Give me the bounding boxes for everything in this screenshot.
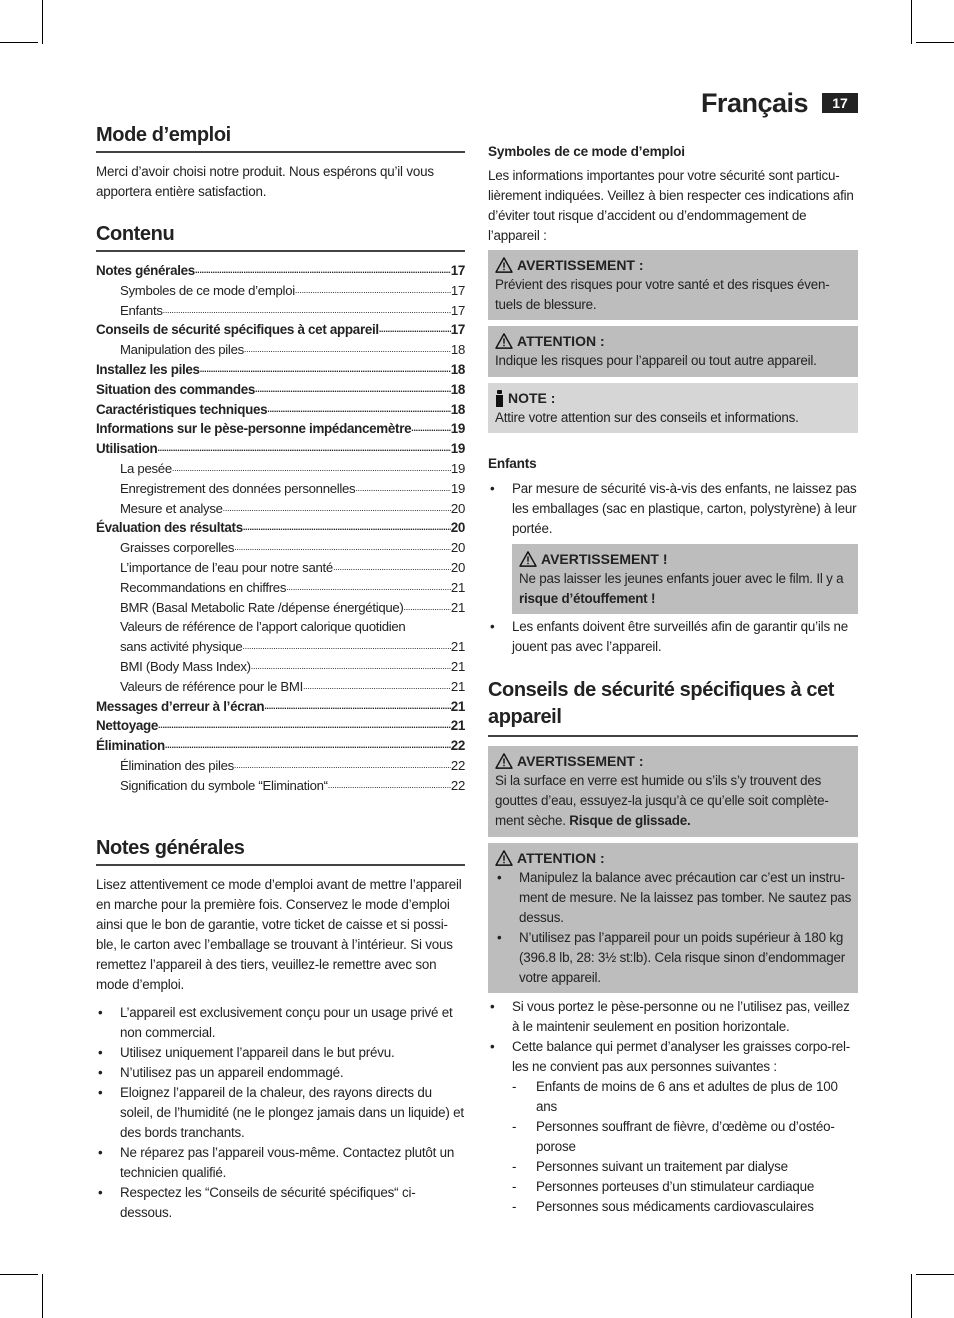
crop-mark bbox=[911, 1274, 912, 1318]
section-title-mode-emploi: Mode d’emploi bbox=[96, 124, 465, 153]
warning-triangle-icon bbox=[495, 753, 513, 769]
toc-entry: Messages d’erreur à l’écran ..... 21 bbox=[96, 697, 465, 717]
toc-entry: Notes générales ..... 17 bbox=[96, 261, 465, 281]
toc-entry: Nettoyage ..... 21 bbox=[96, 716, 465, 736]
conseils-attention-box bbox=[488, 843, 858, 993]
toc-entry: BMR (Basal Metabolic Rate /dépense énergétique) ..... 21 bbox=[120, 598, 465, 618]
note-text: Attire votre attention sur des conseils et informations. bbox=[495, 410, 799, 425]
enfants-bullet-list bbox=[488, 479, 858, 539]
toc-entry: L’importance de l’eau pour notre santé ..... 20 bbox=[120, 558, 465, 578]
toc-entry: Mesure et analyse ..... 20 bbox=[120, 499, 465, 519]
list-item: • Cette balance qui permet d’analyser les graisses corpo-rel-les ne convient pas aux personnes suivantes : - Enfants de moins de 6 ans et adultes de plus de 100 ans - Personnes souffrant de fièvre, d’œdème ou d’ostéo-porose - Personnes suivant un traitement par dialyse - Personnes porteuses d’un stimulateur cardiaque - Personnes sous médicaments cardiovasculaires bbox=[488, 1037, 858, 1217]
crop-mark bbox=[916, 42, 954, 43]
toc-entry: Symboles de ce mode d’emploi ..... 17 bbox=[120, 281, 465, 301]
toc-entry: sans activité physique ..... 21 bbox=[120, 637, 465, 657]
list-item: • Si vous portez le pèse-personne ou ne l’utilisez pas, veillez à le maintenir seulement en position horizontale. bbox=[488, 997, 858, 1037]
warning-text: Prévient des risques pour votre santé et des risques éven-tuels de blessure. bbox=[495, 277, 830, 312]
subheading-symboles: Symboles de ce mode d’emploi bbox=[488, 144, 685, 159]
toc-entry: Caractéristiques techniques ..... 18 bbox=[96, 400, 465, 420]
toc-entry: Conseils de sécurité spécifiques à cet appareil ..... 17 bbox=[96, 320, 465, 340]
toc-entry: Valeurs de référence pour le BMI ..... 21 bbox=[120, 677, 465, 697]
section-title-conseils: Conseils de sécurité spécifiques à cet appareil bbox=[488, 677, 858, 737]
enfants-warning-box bbox=[512, 544, 858, 614]
toc-entry: Recommandations en chiffres ..... 21 bbox=[120, 578, 465, 598]
toc-entry: Utilisation ..... 19 bbox=[96, 439, 465, 459]
symboles-paragraph: Les informations importantes pour votre sécurité sont particu-lièrement indiquées. Veillez à bien respecter ces indications afin d’éviter tout risque d’accident ou d’endommagement de l’appareil : bbox=[488, 168, 854, 243]
toc-entry: Enregistrement des données personnelles ..... 19 bbox=[120, 479, 465, 499]
toc-entry: Installez les piles ..... 18 bbox=[96, 360, 465, 380]
list-item: • Eloignez l’appareil de la chaleur, des rayons directs du soleil, de l’humidité (ne le plongez jamais dans un liquide) et des bords tranchants. bbox=[96, 1083, 465, 1143]
list-item: • L’appareil est exclusivement conçu pour un usage privé et non commercial. bbox=[96, 1003, 465, 1043]
section-title-contenu: Contenu bbox=[96, 223, 465, 252]
page-header bbox=[701, 86, 858, 120]
warning-triangle-icon bbox=[519, 551, 537, 567]
toc-entry: Évaluation des résultats ..... 20 bbox=[96, 518, 465, 538]
attention-title: ATTENTION : bbox=[517, 850, 605, 866]
list-item: - Personnes suivant un traitement par dialyse bbox=[512, 1157, 858, 1177]
toc-entry: Élimination ..... 22 bbox=[96, 736, 465, 756]
crop-mark bbox=[0, 1274, 38, 1275]
language-title: Français bbox=[700, 87, 808, 118]
warning-triangle-icon bbox=[495, 257, 513, 273]
list-item: - Personnes porteuses d’un stimulateur cardiaque bbox=[512, 1177, 858, 1197]
warning-box bbox=[488, 250, 858, 320]
crop-mark bbox=[916, 1274, 954, 1275]
list-item: • Ne réparez pas l’appareil vous-même. Contactez plutôt un technicien qualifié. bbox=[96, 1143, 465, 1183]
list-item: • Manipulez la balance avec précaution car c’est un instru-ment de mesure. Ne la laissez pas tomber. Ne sautez pas dessus. bbox=[495, 868, 852, 928]
warning-title: AVERTISSEMENT : bbox=[517, 753, 644, 769]
list-item: • Respectez les “Conseils de sécurité spécifiques“ ci-dessous. bbox=[96, 1183, 465, 1223]
list-item: • Les enfants doivent être surveillés afin de garantir qu’ils ne jouent pas avec l’appareil. bbox=[488, 617, 858, 657]
toc-entry: Situation des commandes ..... 18 bbox=[96, 380, 465, 400]
list-item: - Personnes souffrant de fièvre, d’œdème ou d’ostéo-porose bbox=[512, 1117, 858, 1157]
conseils-bullet-list bbox=[488, 997, 858, 1217]
toc-entry: Signification du symbole “Elimination“ ..... 22 bbox=[120, 776, 465, 796]
note-title: NOTE : bbox=[508, 390, 556, 406]
warning-text: Ne pas laisser les jeunes enfants jouer avec le film. Il y a risque d’étouffement ! bbox=[519, 571, 844, 606]
warning-triangle-icon bbox=[495, 850, 513, 866]
warning-triangle-icon bbox=[495, 333, 513, 349]
notes-paragraph: Lisez attentivement ce mode d’emploi avant de mettre l’appareil en marche pour la première fois. Conservez le mode d’emploi ainsi que le bon de garantie, votre ticket de caisse et si possi-ble, le carton avec l’emballage se trouvant à l’intérieur. Si vous remettez l’appareil à des tiers, veuillez-le remettre avec son mode d’emploi. bbox=[96, 877, 462, 992]
crop-mark bbox=[0, 42, 38, 43]
notes-bullet-list bbox=[96, 1003, 465, 1223]
toc-entry: La pesée ..... 19 bbox=[120, 459, 465, 479]
toc-entry: Enfants ..... 17 bbox=[120, 301, 465, 321]
list-item: • Utilisez uniquement l’appareil dans le but prévu. bbox=[96, 1043, 465, 1063]
enfants-bullet-list-2 bbox=[488, 617, 858, 657]
attention-title: ATTENTION : bbox=[517, 333, 605, 349]
crop-mark bbox=[42, 1274, 43, 1318]
list-item: - Enfants de moins de 6 ans et adultes de plus de 100 ans bbox=[512, 1077, 858, 1117]
list-item: • Par mesure de sécurité vis-à-vis des enfants, ne laissez pas les emballages (sac en plastique, carton, polystyrène) à leur portée. bbox=[488, 479, 858, 539]
subheading-enfants: Enfants bbox=[488, 456, 537, 471]
conseils-warning-box bbox=[488, 746, 858, 837]
toc-entry: Graisses corporelles ..... 20 bbox=[120, 538, 465, 558]
list-item: • N’utilisez pas un appareil endommagé. bbox=[96, 1063, 465, 1083]
section-title-notes-generales: Notes générales bbox=[96, 837, 465, 866]
dash-list bbox=[512, 1077, 858, 1217]
toc-entry: Manipulation des piles ..... 18 bbox=[120, 340, 465, 360]
crop-mark bbox=[42, 0, 43, 44]
warning-title: AVERTISSEMENT ! bbox=[541, 551, 668, 567]
toc-entry: Valeurs de référence de l’apport calorique quotidien bbox=[120, 619, 406, 635]
attention-text: Indique les risques pour l’appareil ou tout autre appareil. bbox=[495, 353, 817, 368]
attention-box bbox=[488, 326, 858, 377]
warning-title: AVERTISSEMENT : bbox=[517, 257, 644, 273]
list-item: • N’utilisez pas l’appareil pour un poids supérieur à 180 kg (396.8 lb, 28: 3½ st:lb). Cela risque sinon d’endommager votre appareil. bbox=[495, 928, 852, 988]
toc-entry: Informations sur le pèse-personne impédancemètre ..... 19 bbox=[96, 419, 465, 439]
info-icon bbox=[495, 390, 503, 407]
toc-entry: BMI (Body Mass Index) ..... 21 bbox=[120, 657, 465, 677]
crop-mark bbox=[911, 0, 912, 44]
list-item: - Personnes sous médicaments cardiovasculaires bbox=[512, 1197, 858, 1217]
attention-bullet-list bbox=[495, 868, 852, 988]
page-number: 17 bbox=[822, 93, 858, 113]
warning-text: Si la surface en verre est humide ou s’ils s’y trouvent des gouttes d’eau, essuyez-la jusqu’à ce qu’elle soit complète-ment sèche. Risque de glissade. bbox=[495, 773, 829, 828]
note-box bbox=[488, 383, 858, 433]
intro-paragraph: Merci d’avoir choisi notre produit. Nous espérons qu’il vous apportera entière satisfaction. bbox=[96, 164, 434, 199]
toc-entry: Élimination des piles ..... 22 bbox=[120, 756, 465, 776]
